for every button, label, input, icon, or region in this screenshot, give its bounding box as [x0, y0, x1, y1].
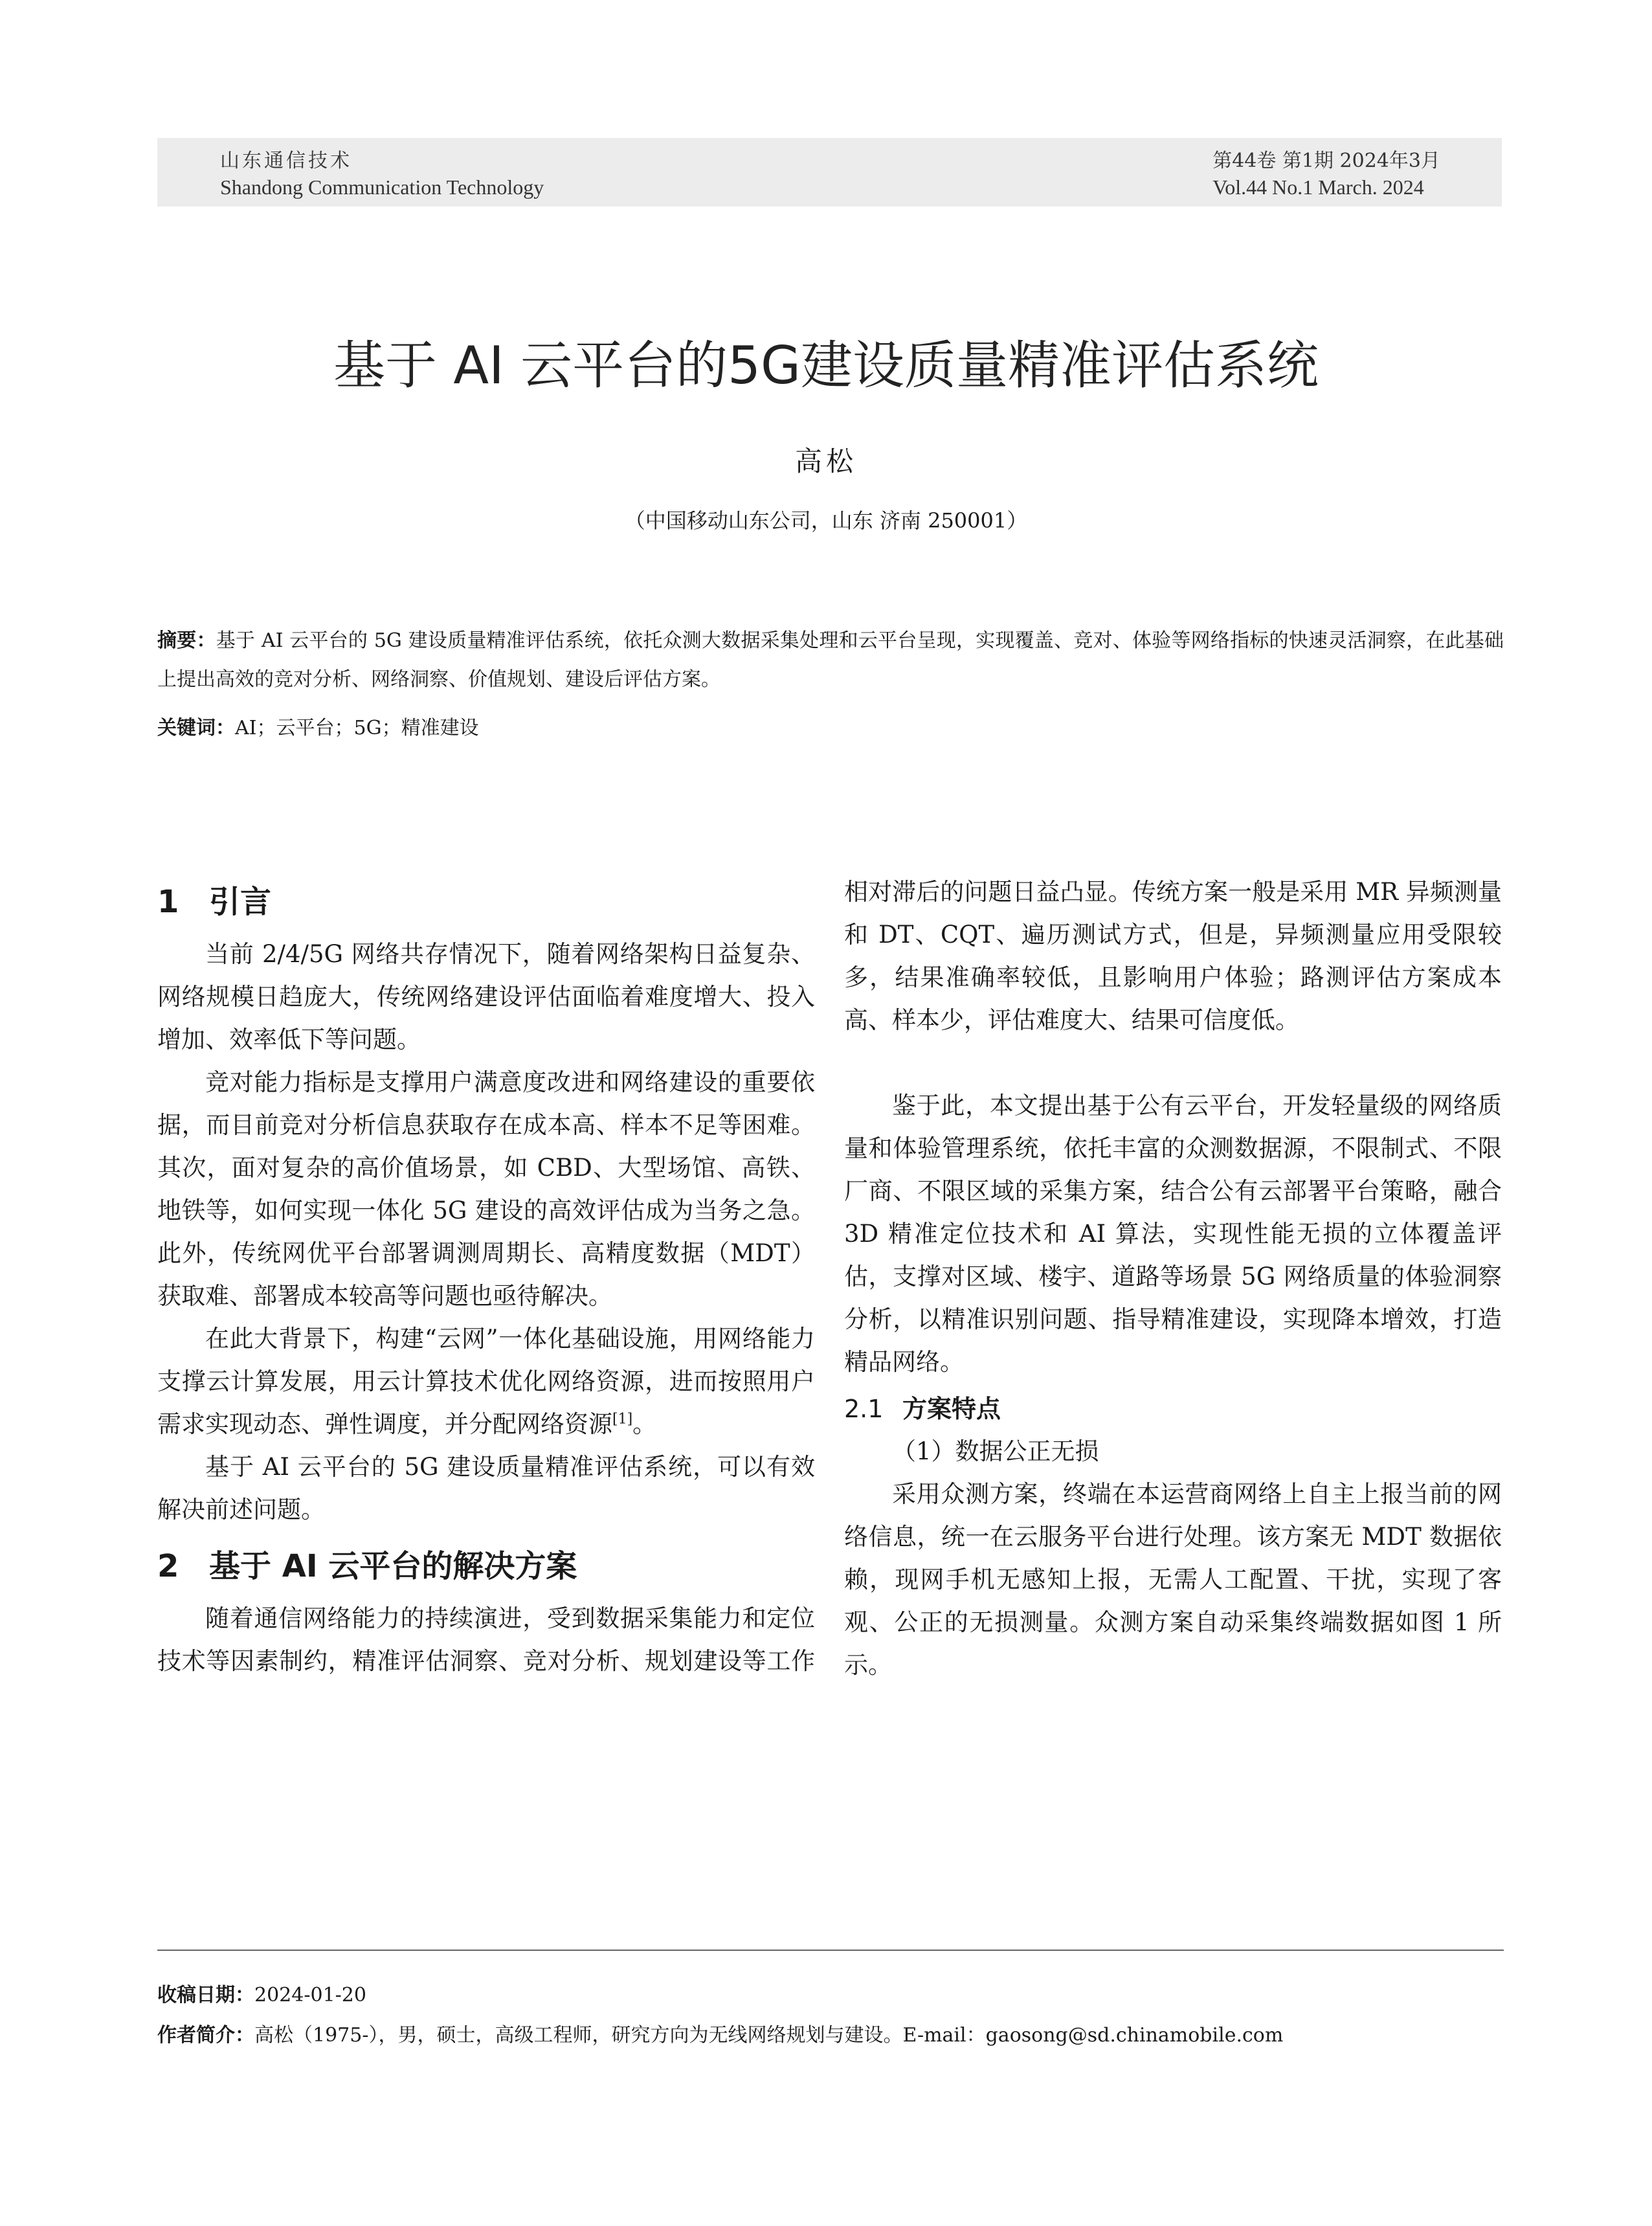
keywords-label: 关键词： [157, 717, 235, 739]
paragraph: 竞对能力指标是支撑用户满意度改进和网络建设的重要依据，而目前竞对分析信息获取存在成本高、样本不足等困难。其次，面对复杂的高价值场景，如 CBD、大型场馆、高铁、地铁等，如何实现一体化 5G 建设的高效评估成为当务之急。此外，传统网优平台部署调测周期长、高精度数据（MDT）获取难、部署成本较高等问题也亟待解决。 [157, 1068, 815, 1310]
received-date: 2024-01-20 [254, 1984, 366, 2007]
paragraph-continued-text: 相对滞后的问题日益凸显。传统方案一般是采用 MR 异频测量和 DT、CQT、遍历测试方式，但是，异频测量应用受限较多，结果准确率较低，且影响用户体验；路测评估方案成本高、样本少，评估难度大、结果可信度低。 [844, 878, 1502, 1034]
paper-title: 基于 AI 云平台的5G建设质量精准评估系统 [333, 335, 1319, 396]
paragraph [157, 1318, 815, 1446]
paragraph: 当前 2/4/5G 网络共存情况下，随着网络架构日益复杂、网络规模日趋庞大，传统网络建设评估面临着难度增大、投入增加、效率低下等问题。 [157, 940, 815, 1053]
right-column [844, 871, 1502, 1687]
section-title: 引言 [209, 884, 272, 920]
keywords-text: AI；云平台；5G；精准建设 [235, 717, 479, 739]
paragraph: 采用众测方案，终端在本运营商网络上自主上报当前的网络信息，统一在云服务平台进行处理。该方案无 MDT 数据依赖，现网手机无感知上报，无需人工配置、干扰，实现了客观、公正的无损测量。众测方案自动采集终端数据如图 1 所示。 [844, 1480, 1502, 1679]
issue-info-en: Vol.44 No.1 March. 2024 [1212, 175, 1424, 199]
journal-name-block [220, 148, 544, 200]
section-heading-1 [157, 871, 815, 933]
citation-ref[interactable]: [1] [612, 1411, 633, 1428]
paragraph: 鉴于此，本文提出基于公有云平台，开发轻量级的网络质量和体验管理系统，依托丰富的众测数据源，不限制式、不限厂商、不限区域的采集方案，结合公有云部署平台策略，融合 3D 精准定位技术和 AI 算法，实现性能无损的立体覆盖评估，支撑对区域、楼宇、道路等场景 5G 网络质量的体验洞察分析，以精准识别问题、指导精准建设，实现降本增效，打造精品网络。 [844, 1092, 1502, 1376]
author-bio-note [157, 2020, 1504, 2051]
section-title: 基于 AI 云平台的解决方案 [209, 1548, 577, 1584]
author-affiliation: （中国移动山东公司，山东 济南 250001） [624, 508, 1028, 533]
section-heading-2 [157, 1535, 815, 1597]
issue-info-block [1212, 148, 1440, 200]
subsection-number: 2.1 [844, 1395, 884, 1423]
issue-info-cn: 第44卷 第1期 2024年3月 [1212, 150, 1440, 172]
bio-label: 作者简介： [157, 2024, 254, 2047]
subsection-heading [844, 1388, 1502, 1430]
journal-header [157, 138, 1502, 207]
paragraph-continued [844, 871, 1502, 1085]
keywords [157, 709, 1504, 748]
section-number: 2 [157, 1548, 179, 1584]
left-column [157, 871, 815, 1683]
paragraph: 基于 AI 云平台的 5G 建设质量精准评估系统，可以有效解决前述问题。 [157, 1453, 815, 1523]
journal-name-cn: 山东通信技术 [220, 150, 352, 172]
received-date-note [157, 1980, 1504, 2011]
journal-name-en: Shandong Communication Technology [220, 175, 544, 199]
paragraph-end: 。 [632, 1410, 657, 1438]
subsection-title: 方案特点 [902, 1395, 1001, 1423]
author-name: 高松 [794, 445, 857, 477]
abstract-label: 摘要： [157, 629, 216, 652]
section-number: 1 [157, 884, 179, 920]
item-heading: （1）数据公正无损 [892, 1437, 1099, 1465]
abstract-text: 基于 AI 云平台的 5G 建设质量精准评估系统，依托众测大数据采集处理和云平台呈现，实现覆盖、竞对、体验等网络指标的快速灵活洞察，在此基础上提出高效的竞对分析、网络洞察、价值规划、建设后评估方案。 [157, 629, 1504, 691]
paragraph-start: 随着通信网络能力的持续演进，受到数据采集能力和定位技术等因素制约，精准评估洞察、竞对分析、规划建设等工作 [157, 1604, 815, 1675]
paragraph-text: 在此大背景下，构建“云网”一体化基础设施，用网络能力支撑云计算发展，用云计算技术优化网络资源，进而按照用户需求实现动态、弹性调度，并分配网络资源 [157, 1325, 815, 1438]
abstract [157, 622, 1504, 699]
bio-text: 高松（1975-），男，硕士，高级工程师，研究方向为无线网络规划与建设。E-mail：gaosong@sd.chinamobile.com [254, 2024, 1284, 2047]
received-label: 收稿日期： [157, 1984, 254, 2007]
footnote-divider [157, 1950, 1504, 1951]
